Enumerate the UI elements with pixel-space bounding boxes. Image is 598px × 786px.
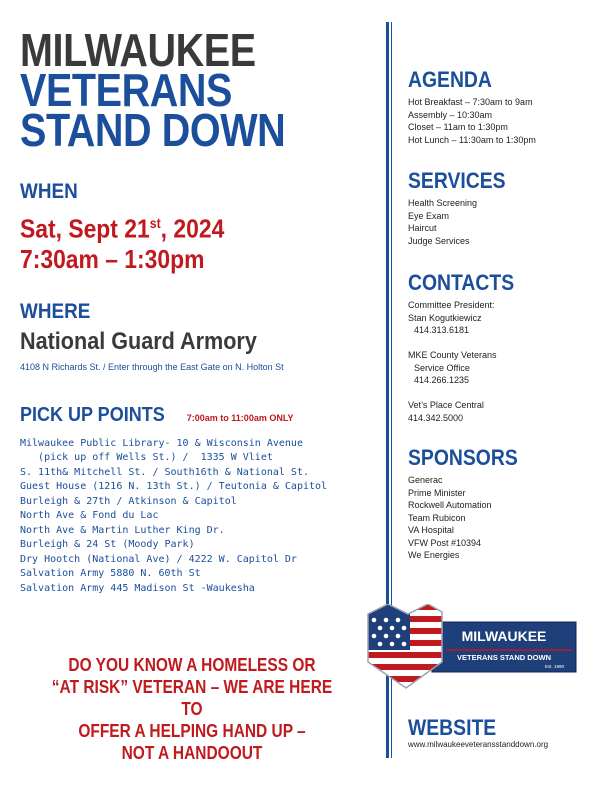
pickup-point: Dry Hootch (National Ave) / 4222 W. Capitol Dr [20, 553, 297, 565]
pickup-point: (pick up off Wells St.) / 1335 W Vliet [20, 452, 273, 464]
sponsors-section [408, 446, 588, 562]
sponsors-heading: SPONSORS [408, 445, 518, 470]
date-year: , 2024 [160, 213, 225, 244]
appeal-line-1: DO YOU KNOW A HOMELESS OR [68, 655, 316, 675]
logo-text-2: VETERANS STAND DOWN [456, 653, 552, 662]
appeal-line-4: NOT A HANDOOUT [121, 743, 263, 763]
event-title [20, 24, 375, 156]
pickup-point: Burleigh & 27th / Atkinson & Capitol [20, 495, 237, 507]
agenda-item: Assembly – 10:30am [408, 109, 493, 120]
pickup-section [20, 404, 375, 597]
appeal-line-3: OFFER A HELPING HAND UP – [78, 721, 306, 741]
title-line-3: STAND DOWN [20, 104, 286, 156]
title-line-1: MILWAUKEE [20, 24, 256, 76]
event-date [20, 208, 332, 244]
service-item: Eye Exam [408, 210, 450, 221]
appeal-message [46, 654, 338, 764]
agenda-heading: AGENDA [408, 67, 492, 92]
pickup-point: Salvation Army 5880 N. 60th St [20, 568, 201, 580]
left-column [20, 24, 375, 596]
contacts-heading: CONTACTS [408, 270, 515, 295]
pickup-point: Milwaukee Public Library- 10 & Wisconsin Avenue [20, 437, 303, 449]
flag-shield-icon [366, 604, 446, 692]
sponsor-item: Prime Minister [408, 487, 466, 498]
venue-name: National Guard Armory [20, 327, 257, 355]
website-heading: WEBSITE [408, 715, 497, 740]
date-main: Sat, Sept 21 [20, 213, 150, 244]
venue-address: 4108 N Richards St. / Enter through the East Gate on N. Holton St [20, 361, 284, 372]
agenda-item: Hot Breakfast – 7:30am to 9am [408, 97, 533, 107]
contact-2-sub: Service Office [414, 362, 470, 373]
service-item: Health Screening [408, 198, 478, 208]
pickup-point: North Ave & Fond du Lac [20, 510, 159, 522]
appeal-line-2: “AT RISK” VETERAN – WE ARE HERE TO [51, 677, 333, 719]
services-section [408, 169, 588, 247]
contact-1-phone: 414.313.6181 [414, 325, 470, 335]
contact-1-title: Committee President: [408, 300, 495, 310]
where-section [20, 300, 375, 372]
contact-1-name: Stan Kogutkiewicz [408, 312, 482, 323]
logo-est: Est. 1990 [544, 664, 564, 669]
service-item: Judge Services [408, 235, 470, 246]
pickup-point: Guest House (1216 N. 13th St.) / Teutonia & Capitol [20, 481, 328, 493]
pickup-time: 7:00am to 11:00am ONLY [186, 412, 294, 423]
event-time: 7:30am – 1:30pm [20, 243, 205, 274]
sponsor-item: We Energies [408, 550, 460, 560]
title-line-2: VETERANS [20, 64, 232, 116]
logo-text-1: MILWAUKEE [461, 628, 547, 644]
right-column [408, 68, 588, 562]
agenda-item: Hot Lunch – 11:30am to 1:30pm [408, 134, 536, 145]
contact-2-phone: 414.266.1235 [414, 375, 470, 385]
when-heading: WHEN [20, 180, 78, 203]
date-suffix: st [149, 215, 161, 231]
sponsor-item: Generac [408, 475, 443, 485]
pickup-list [20, 437, 375, 597]
agenda-item: Closet – 11am to 1:30pm [408, 122, 508, 132]
contact-3-title: Vet’s Place Central [408, 400, 484, 410]
agenda-section [408, 68, 588, 146]
pickup-point: Burleigh & 24 St (Moody Park) [20, 539, 195, 551]
sponsor-item: VFW Post #10394 [408, 537, 482, 548]
pickup-point: Salvation Army 445 Madison St -Waukesha [20, 582, 255, 594]
service-item: Haircut [408, 223, 437, 233]
pickup-point: North Ave & Martin Luther King Dr. [20, 524, 225, 536]
where-heading: WHERE [20, 299, 91, 323]
contact-3-phone: 414.342.5000 [408, 412, 464, 423]
contact-2-title: MKE County Veterans [408, 350, 497, 360]
sponsor-item: Team Rubicon [408, 512, 466, 523]
when-section [20, 180, 375, 274]
sponsor-item: VA Hospital [408, 525, 454, 535]
pickup-heading: PICK UP POINTS [20, 403, 165, 426]
services-heading: SERVICES [408, 168, 506, 193]
milwaukee-veterans-logo [366, 604, 580, 692]
sponsor-item: Rockwell Automation [408, 500, 492, 510]
pickup-point: S. 11th& Mitchell St. / South16th & National St. [20, 466, 309, 478]
contacts-section [408, 271, 588, 424]
website-url[interactable]: www.milwaukeeveteransstanddown.org [408, 740, 549, 749]
